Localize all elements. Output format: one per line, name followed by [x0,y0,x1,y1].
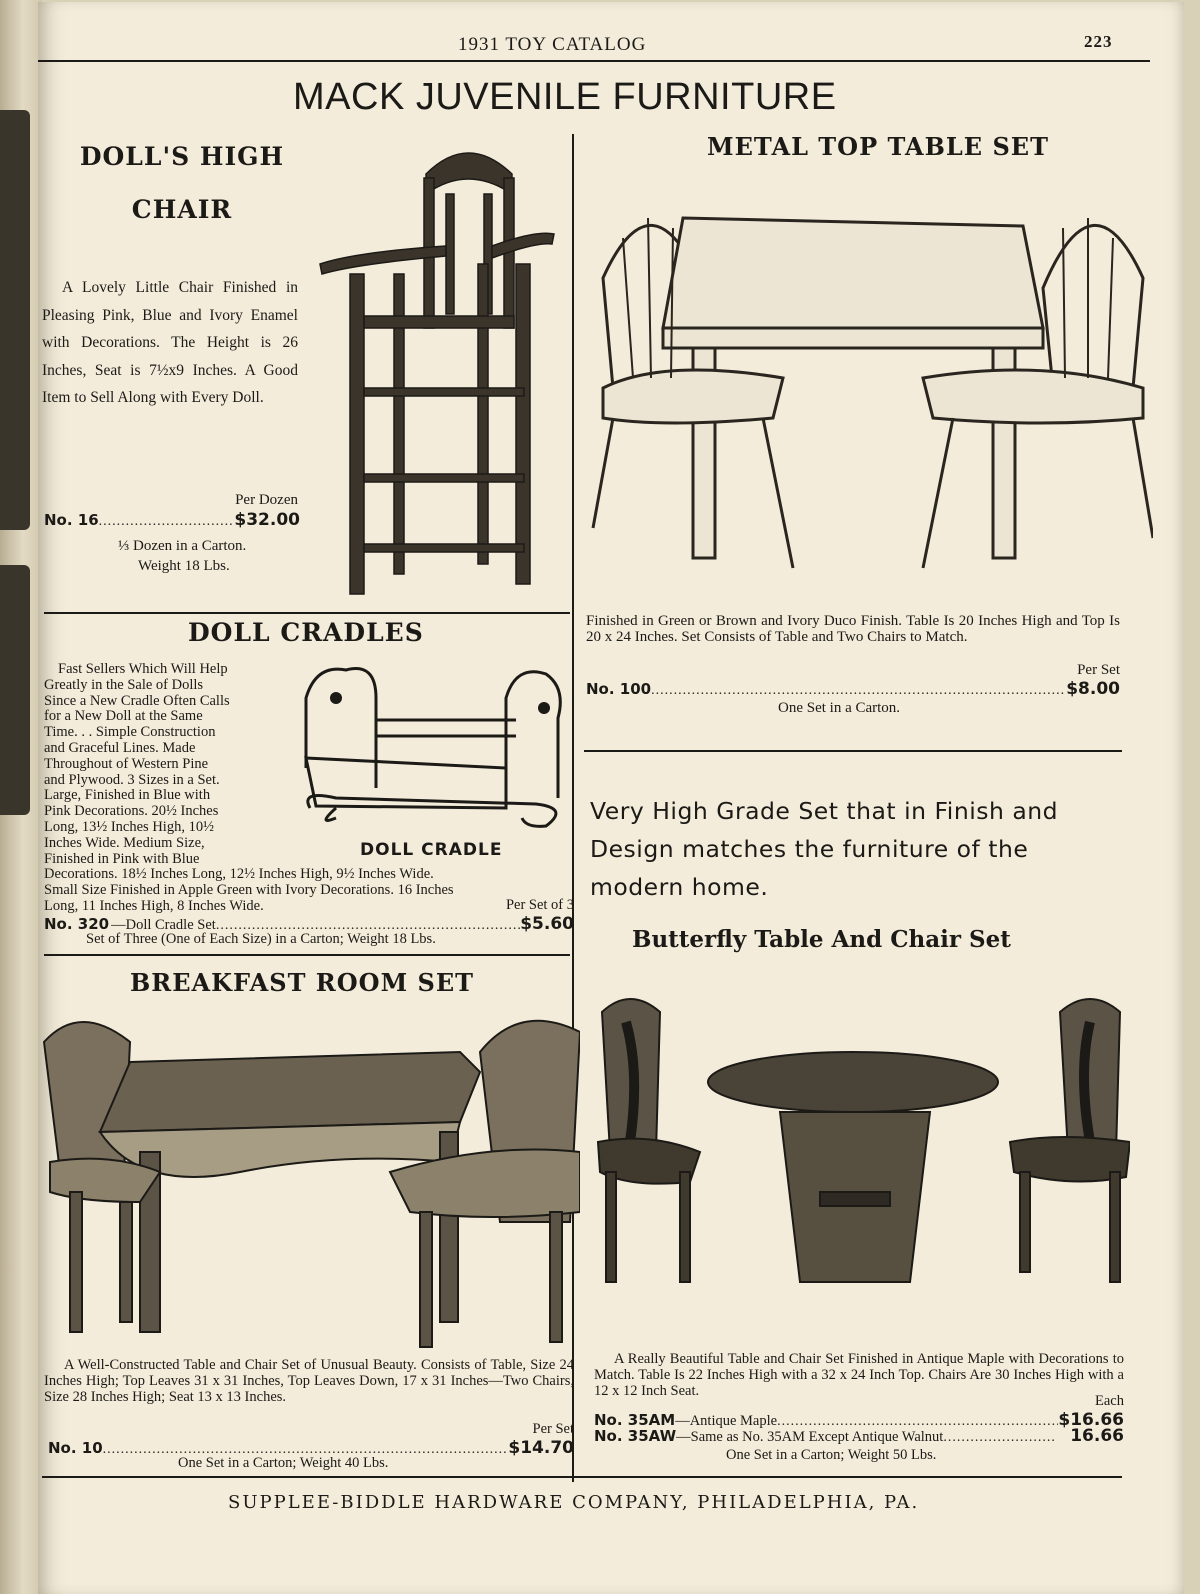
butterfly-price-unit: Each [1095,1393,1124,1409]
cradles-item-number: No. 320 [44,915,110,933]
butterfly-item-price: 16.66 [1070,1426,1124,1446]
footer-rule [42,1476,1122,1478]
cradles-line: Finished in Pink with Blue [44,850,200,867]
cradles-title: DOLL CRADLES [188,618,424,647]
left-rule-2 [44,954,570,956]
cradles-line: Decorations. 18½ Inches Long, 12½ Inches High, 9½ Inches Wide. [44,866,434,882]
cradles-line: Pink Decorations. 20½ Inches [44,803,219,820]
breakfast-description: A Well-Constructed Table and Chair Set of Unusual Beauty. Consists of Table, Size 24 Inches High; Top Leaves 31 x 31 Inches, Top Leaves Down, 17 x 31 Inches—Two Chairs, Size 28 Inches High; Seat 13 x 13 Inches. [44,1357,574,1405]
catalog-page [38,2,1184,1594]
binding-gutter [0,0,42,1594]
butterfly-illustration [590,992,1130,1302]
cradles-line: Small Size Finished in Apple Green with Ivory Decorations. 16 Inches [44,881,454,898]
cradles-line: Inches Wide. Medium Size, [44,834,205,851]
table-set-packing: One Set in a Carton. [778,700,901,716]
butterfly-item-price: $16.66 [1058,1410,1124,1430]
butterfly-item-name: —Antique Maple [675,1413,778,1429]
cradles-line: and Graceful Lines. Made [44,739,196,756]
cradles-line: Long, 11 Inches High, 8 Inches Wide. [44,897,264,914]
high-chair-price-unit: Per Dozen [235,492,298,508]
butterfly-title: Butterfly Table And Chair Set [632,926,1011,953]
cradles-description-narrow [44,662,270,867]
high-chair-packing: ⅓ Dozen in a Carton. [118,538,247,554]
table-set-price: $8.00 [1066,679,1120,699]
high-chair-title-line2: CHAIR [131,195,233,224]
promo-text: Very High Grade Set that in Finish and Design matches the furniture of the modern home. [590,797,1059,901]
left-rule-1 [44,612,570,614]
footer-company: SUPPLEE-BIDDLE HARDWARE COMPANY, PHILADELPHIA, PA. [228,1492,920,1513]
catalog-title: 1931 TOY CATALOG [458,34,647,55]
table-set-price-unit: Per Set [1077,662,1120,678]
previous-page-image-2 [0,565,30,815]
cradles-line: Fast Sellers Which Will Help [58,661,228,677]
table-set-item-number: No. 100 [586,680,652,698]
high-chair-illustration [316,134,576,599]
cradles-packing: Set of Three (One of Each Size) in a Carton; Weight 18 Lbs. [86,931,436,947]
table-set-price-row [586,679,1120,699]
high-chair-item-number: No. 16 [44,511,99,529]
leader-dots [943,1430,1054,1446]
previous-page-image [0,110,30,530]
cradle-illustration [296,658,576,838]
header-rule [38,60,1150,62]
butterfly-item-number: No. 35AW [594,1427,677,1445]
cradles-line: for a New Doll at the Same [44,708,203,725]
right-rule-1 [584,750,1122,752]
breakfast-title: BREAKFAST ROOM SET [130,968,474,997]
high-chair-weight: Weight 18 Lbs. [138,558,230,574]
cradles-line: Since a New Cradle Often Calls [44,692,230,709]
breakfast-illustration [40,1002,580,1357]
table-set-title: METAL TOP TABLE SET [707,132,1049,161]
butterfly-packing: One Set in a Carton; Weight 50 Lbs. [726,1447,937,1463]
butterfly-price-row-2 [594,1426,1124,1446]
breakfast-price-unit: Per Set [532,1421,574,1437]
cradles-line: Throughout of Western Pine [44,755,209,772]
table-set-illustration [583,178,1153,593]
table-set-description: Finished in Green or Brown and Ivory Duco Finish. Table Is 20 Inches High and Top Is 20 x 24 Inches. Set Consists of Table and Two Chairs to Match. [586,613,1120,645]
cradles-item-name: —Doll Cradle Set [111,917,216,933]
cradles-line: and Plywood. 3 Sizes in a Set. [44,771,220,788]
butterfly-description: A Really Beautiful Table and Chair Set Finished in Antique Maple with Decorations to Match. Table Is 22 Inches High with a 32 x 24 Inch Top. Chairs Are 30 Inches High with a 12 x 12 Inch Seat. [594,1351,1124,1399]
cradles-line: Large, Finished in Blue with [44,787,211,804]
chair-crest [426,153,512,194]
high-chair-description: A Lovely Little Chair Finished in Pleasing Pink, Blue and Ivory Enamel with Decorations. The Height is 26 Inches, Seat is 7½x9 Inches. A Good Item to Sell Along with Every Doll. [42,279,298,406]
cradles-line: Greatly in the Sale of Dolls [44,676,204,693]
breakfast-price: $14.70 [508,1438,574,1458]
breakfast-item-number: No. 10 [48,1439,103,1457]
page-number: 223 [1084,32,1113,51]
high-chair-price-row [44,510,300,530]
high-chair-price: $32.00 [234,510,300,530]
leader-dots [651,683,1066,699]
high-chair-title [62,142,302,224]
cradles-line: Long, 13½ Inches High, 10½ [44,818,214,835]
cradles-price: $5.60 [520,914,574,934]
breakfast-packing: One Set in a Carton; Weight 40 Lbs. [178,1455,389,1471]
cradles-line: Time. . . Simple Construction [44,724,216,741]
butterfly-item-name: —Same as No. 35AM Except Antique Walnut [676,1429,944,1445]
page-title: MACK JUVENILE FURNITURE [293,76,837,118]
cradle-image-caption: DOLL CRADLE [360,840,503,860]
cradles-price-unit: Per Set of 3 [505,897,574,913]
high-chair-title-line1: DOLL'S HIGH [79,142,285,171]
leader-dots [99,514,235,530]
butterfly-item-number: No. 35AM [594,1411,676,1429]
